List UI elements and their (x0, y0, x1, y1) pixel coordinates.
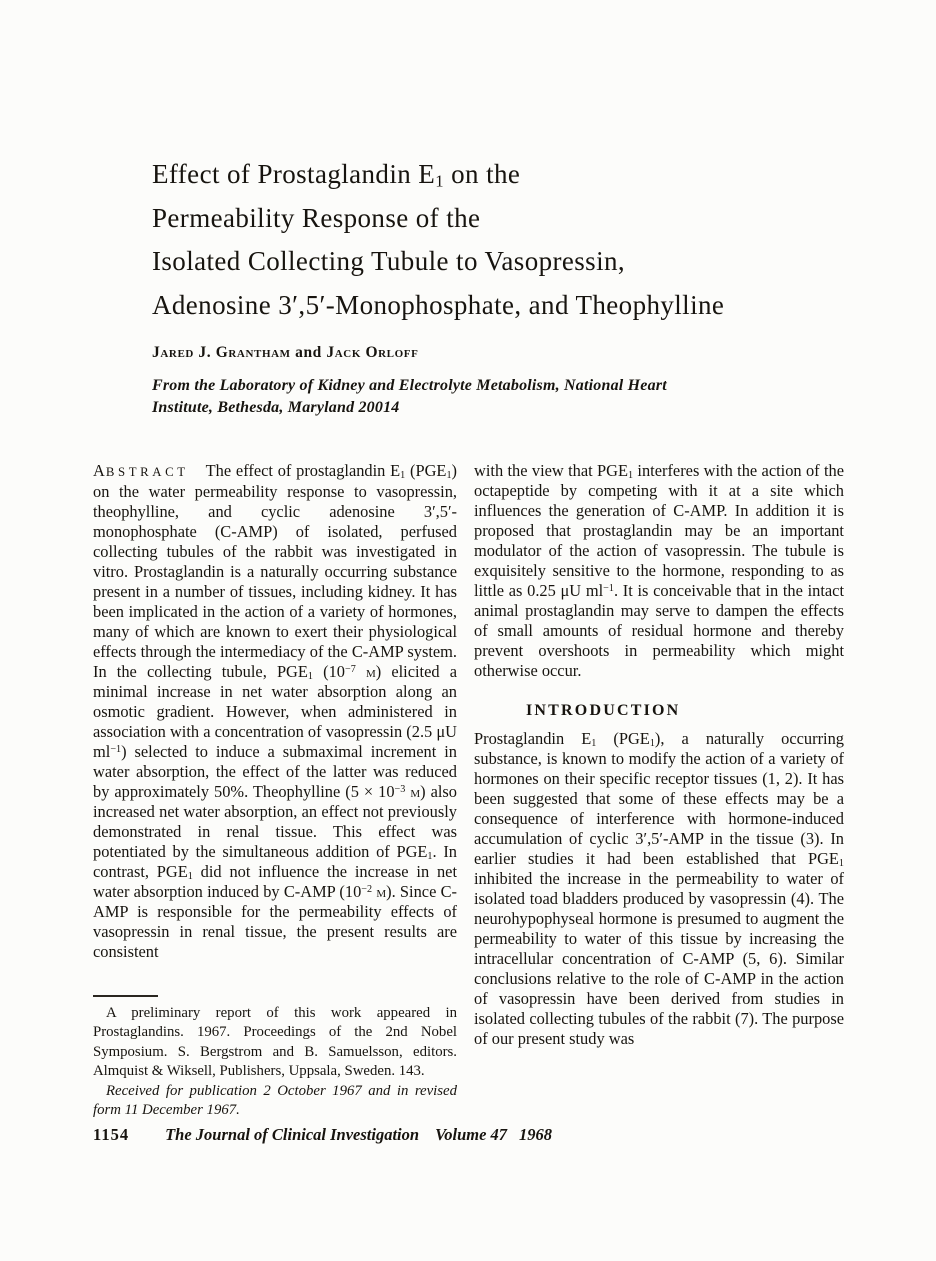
introduction-paragraph: Prostaglandin $E_1$ $(PGE_1)$, a naturally occurring substance, is known to modify the action of a variety of hormones on their specific receptor tissues (1, 2). It has been suggested that some of these effects may be a consequence of interference with hormone-induced accumulation of cyclic 3′,5′-AMP in the tissue (3). In earlier studies it had been established that $PGE_1$ inhibited the increase in the permeability to water of isolated toad bladders produced by vasopressin (4). The neurohypophyseal hormone is presumed to augment the permeability to water of this tissue by increasing the intracellular concentration of C-AMP (5, 6). Similar conclusions relative to the role of C-AMP in the action of vasopressin have been derived from studies in isolated collecting tubules of the rabbit (7). The purpose of our present study was (474, 729, 844, 1048)
title-line-3: Isolated Collecting Tubule to Vasopressin, (152, 246, 626, 276)
affiliation-text: From the Laboratory of Kidney and Electrolyte Metabolism, National Heart Institute, Bethesda, Maryland 20014 (152, 377, 667, 416)
abstract-paragraph (93, 461, 457, 962)
left-column (93, 461, 457, 962)
abstract-body: The effect of prostaglandin $E_1$ $(PGE_1)$ on the water permeability response to vasopressin, theophylline, and cyclic adenosine 3′,5′-monophosphate (C-AMP) of isolated, perfused collecting tubules of the rabbit was investigated in vitro. Prostaglandin is a naturally occurring substance present in a number of tissues, including kidney. It has been implicated in the action of a variety of hormones, many of which are known to exert their physiological effects through the intermediacy of the C-AMP system. In the collecting tubule, $PGE_1$ ($10^{-7}$ m) elicited a minimal increase in net water absorption along an osmotic gradient. However, when administered in association with a concentration of vasopressin (2.5 μU $ml^{-1}$) selected to induce a submaximal increment in water absorption, the effect of the latter was reduced by approximately 50%. Theophylline ($5 \times 10^{-3}$ m) also increased net water absorption, an effect not previously demonstrated in renal tissue. This effect was potentiated by the simultaneous addition of $PGE_1$. In contrast, $PGE_1$ did not influence the increase in net water absorption induced by C-AMP ($10^{-2}$ m). Since C-AMP is responsible for the permeability effects of vasopressin in renal tissue, the present results are consistent (93, 461, 457, 961)
abstract-continuation: with the view that $PGE_1$ interferes with the action of the octapeptide by competing with it at a site which influences the generation of C-AMP. In addition it is proposed that prostaglandin may be an important modulator of the action of vasopressin. The tubule is exquisitely sensitive to the hormone, responding to as little as 0.25 μU $ml^{-1}$. It is conceivable that in the intact animal prostaglandin may serve to dampen the effects of small amounts of residual hormone and thereby prevent overshoots in permeability which might otherwise occur. (474, 461, 845, 680)
authors-line: Jared J. Grantham and Jack Orloff (152, 344, 419, 361)
footnote-received: Received for publication 2 October 1967 and in revised form 11 December 1967. (93, 1082, 457, 1119)
abstract-label: ABSTRACT (93, 461, 189, 480)
page-footer (93, 1125, 552, 1145)
footer-volume: Volume 47 (435, 1125, 508, 1144)
footnote-separator (93, 995, 158, 997)
footer-journal-title: The Journal of Clinical Investigation (165, 1125, 420, 1144)
right-column (474, 461, 844, 1049)
article-title (152, 153, 852, 327)
introduction-heading: INTRODUCTION (526, 702, 681, 719)
title-line-2: Permeability Response of the (152, 202, 481, 233)
footer-year: 1968 (519, 1125, 553, 1144)
footnote-citation: A preliminary report of this work appeared in Prostaglandins. 1967. Proceedings of the 2nd Nobel Symposium. S. Bergstrom and B. Samuelsson, editors. Almquist & Wiksell, Publishers, Uppsala, Sweden. 143. (93, 1005, 457, 1080)
title-line-4: Adenosine 3′,5′-Monophosphate, and Theophylline (152, 289, 725, 320)
footer-page-number: 1154 (93, 1125, 130, 1144)
title-line-1: Effect of Prostaglandin $E_1$ on the (152, 159, 521, 191)
footnote (93, 995, 457, 1120)
